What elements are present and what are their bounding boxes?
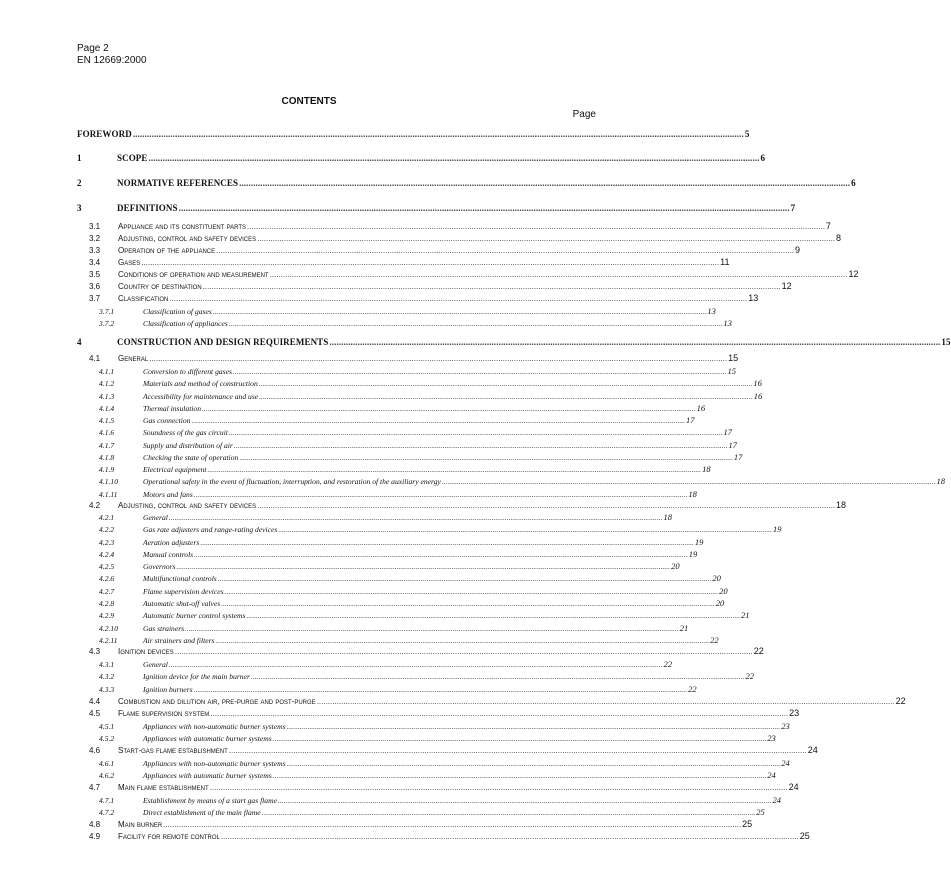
toc-entry-title: Establishment by means of a start gas flame [143,796,277,805]
toc-entry-title: Gas connection [143,416,191,425]
dot-leader: .................................................................................................................................................................................................................................................................... [277,796,772,805]
dot-leader: .................................................................................................................................................................................................................................................................... [221,599,715,608]
toc-entry-title: Ignition device for the main burner [143,672,250,681]
dot-leader: .................................................................................................................................................................................................................................................................... [233,441,728,450]
dot-leader: .................................................................................................................................................................................................................................................................... [259,392,753,401]
toc-entry-title: Appliances with non-automatic burner systems [143,759,286,768]
toc-entry-title: Governors [143,562,176,571]
toc-entry-title: Appliances with automatic burner systems [143,771,272,780]
dot-leader: .................................................................................................................................................................................................................................................................... [246,611,741,620]
dot-leader: .................................................................................................................................................................................................................................................................... [217,574,712,583]
dot-leader: .................................................................................................................................................................................................................................................................... [193,685,688,694]
toc-entry-title: Facility for remote control [118,832,220,841]
toc-entry-title: Ignition devices [118,647,174,656]
dot-leader: .................................................................................................................................................................................................................................................................... [278,525,772,534]
toc-entry-title: Soundness of the gas circuit [143,428,228,437]
toc-entry-number: 2 [77,178,82,188]
toc-entry-page: 24 [788,782,799,792]
toc-entry-page: 21 [679,623,689,633]
toc-entry[interactable] [99,570,721,583]
toc-entry-title: Ignition burners [143,685,193,694]
toc-entry-page: 17 [733,452,743,462]
toc-entry[interactable] [89,742,818,755]
dot-leader: .................................................................................................................................................................................................................................................................... [168,660,663,669]
toc-entry-title: Electrical equipment [143,465,207,474]
toc-entry-page: 23 [789,708,800,718]
toc-entry-title: Checking the state of operation [143,453,239,462]
toc-entry-number: 4.3.2 [99,672,115,681]
toc-entry-number: 4.6 [89,746,101,755]
toc-entry-page: 7 [825,221,831,231]
dot-leader: .................................................................................................................................................................................................................................................................... [247,222,825,231]
toc-entry-number: 4.1.8 [99,453,115,462]
toc-entry-page: 19 [688,549,698,559]
toc-entry-number: 4.1.5 [99,416,115,425]
dot-leader: .................................................................................................................................................................................................................................................................... [228,746,807,755]
toc-entry-number: 4.3.3 [99,685,115,694]
toc-entry-page: 20 [719,586,728,596]
toc-entry-title: General [118,354,149,363]
dot-leader: .................................................................................................................................................................................................................................................................... [174,647,753,656]
dot-leader: .................................................................................................................................................................................................................................................................... [239,453,733,462]
toc-entry-page: 22 [745,671,755,681]
toc-entry[interactable] [99,521,782,534]
toc-entry[interactable] [99,607,750,620]
dot-leader: .................................................................................................................................................................................................................................................................... [193,490,688,499]
toc-entry[interactable] [89,705,800,718]
toc-entry-title: Flame supervision system [118,709,210,718]
toc-entry-number: 3.7.2 [99,319,115,328]
toc-entry-page: 16 [753,378,762,388]
toc-entry-title: DEFINITIONS [117,203,178,213]
toc-entry-page: 25 [799,831,810,841]
dot-leader: .................................................................................................................................................................................................................................................................... [163,820,742,829]
toc-entry-page: 15 [728,353,739,363]
toc-entry-number: 4.4 [89,697,101,706]
dot-leader: .................................................................................................................................................................................................................................................................... [220,832,799,841]
toc-entry[interactable] [77,334,951,347]
toc-entry-number: 1 [77,153,82,163]
toc-entry[interactable] [89,290,759,303]
dot-leader: .................................................................................................................................................................................................................................................................... [178,203,790,213]
toc-entry-title: Manual controls [143,550,194,559]
dot-leader: .................................................................................................................................................................................................................................................................... [250,672,745,681]
toc-entry-title: SCOPE [117,153,148,163]
dot-leader: .................................................................................................................................................................................................................................................................... [272,734,767,743]
toc-entry-number: 4.2.1 [99,513,115,522]
toc-entry-number: 4.2.4 [99,550,115,559]
toc-entry-number: 4.2.2 [99,525,115,534]
toc-entry[interactable] [99,473,945,486]
toc-entry-page: 18 [836,500,847,510]
toc-entry-page: 23 [767,733,776,743]
toc-entry-title: General [143,660,168,669]
toc-entry[interactable] [89,643,764,656]
toc-entry-page: 17 [723,427,733,437]
dot-leader: .................................................................................................................................................................................................................................................................... [176,562,671,571]
toc-entry-title: Automatic burner control systems [143,611,246,620]
toc-entry-number: 4.1 [89,354,101,363]
toc-entry-title: Classification [118,294,169,303]
toc-entry-title: Country of destination [118,282,202,291]
toc-entry-title: Supply and distribution of air [143,441,233,450]
dot-leader: .................................................................................................................................................................................................................................................................... [261,808,756,817]
toc-entry[interactable] [99,668,755,681]
dot-leader: .................................................................................................................................................................................................................................................................... [257,234,836,243]
toc-entry-title: Operational safety in the event of fluctuation, interruption, and restoration of the auxiliary energy [143,477,441,486]
toc-entry-page: 20 [712,573,721,583]
toc-entry-page: 16 [696,403,706,413]
toc-entry-title: Aeration adjusters [143,538,200,547]
toc-entry-title: Accessibility for maintenance and use [143,392,259,401]
toc-entry-page: 17 [728,440,737,450]
toc-entry-number: 4.1.9 [99,465,115,474]
toc-entry[interactable] [77,150,766,163]
toc-entry-page: 9 [795,245,801,255]
toc-entry-page: 12 [781,281,792,291]
toc-entry-title: NORMATIVE REFERENCES [117,178,239,188]
toc-entry-number: 4.1.1 [99,367,115,376]
toc-entry-title: Conditions of operation and measurement [118,270,269,279]
toc-entry-title: Materials and method of construction [143,379,258,388]
toc-entry-page: 25 [742,819,753,829]
toc-entry-title: Adjusting, control and safety devices [118,234,257,243]
dot-leader: .................................................................................................................................................................................................................................................................... [329,337,941,347]
toc-entry[interactable] [89,828,810,841]
dot-leader: .................................................................................................................................................................................................................................................................... [207,465,702,474]
toc-entry[interactable] [99,315,732,328]
dot-leader: .................................................................................................................................................................................................................................................................... [228,428,723,437]
dot-leader: .................................................................................................................................................................................................................................................................... [441,477,936,486]
standard-reference: EN 12669:2000 [77,55,147,66]
toc-entry-page: 22 [688,684,697,694]
toc-entry-page: 24 [781,758,790,768]
toc-entry-number: 3.7 [89,294,101,303]
toc-entry[interactable] [77,126,750,139]
toc-entry-page: 18 [663,512,672,522]
toc-entry[interactable] [77,200,796,213]
toc-entry-title: FOREWORD [77,129,132,139]
dot-leader: .................................................................................................................................................................................................................................................................... [232,367,727,376]
toc-entry-title: Appliances with non-automatic burner systems [143,722,286,731]
toc-entry-number: 4.2 [89,501,101,510]
dot-leader: .................................................................................................................................................................................................................................................................... [185,624,679,633]
toc-entry-page: 17 [686,415,695,425]
toc-entry-title: Appliance and its constituent parts [118,222,247,231]
toc-entry-page: 20 [671,561,680,571]
toc-entry-page: 13 [707,306,716,316]
toc-entry-number: 3.3 [89,246,101,255]
toc-entry-title: Multifunctional controls [143,574,217,583]
toc-entry-page: 22 [710,635,719,645]
dot-leader: .................................................................................................................................................................................................................................................................... [169,294,748,303]
dot-leader: .................................................................................................................................................................................................................................................................... [194,550,688,559]
toc-entry-page: 22 [753,646,764,656]
toc-entry[interactable] [77,175,856,188]
toc-entry-number: 4.1.7 [99,441,115,450]
toc-entry-page: 24 [772,795,782,805]
dot-leader: .................................................................................................................................................................................................................................................................... [210,709,789,718]
toc-entry-page: 16 [753,391,763,401]
toc-entry-number: 3.7.1 [99,307,115,316]
toc-entry-number: 4.1.4 [99,404,115,413]
dot-leader: .................................................................................................................................................................................................................................................................... [216,246,795,255]
dot-leader: .................................................................................................................................................................................................................................................................... [215,636,710,645]
toc-entry[interactable] [99,424,733,437]
toc-entry-page: 22 [895,696,906,706]
toc-entry-page: 19 [772,524,782,534]
toc-entry-title: Thermal insulation [143,404,202,413]
toc-entry-page: 6 [851,178,856,188]
toc-entry-number: 4.5.1 [99,722,115,731]
toc-entry-title: Gas strainers [143,624,185,633]
toc-entry[interactable] [89,350,739,363]
toc-entry-number: 4.3.1 [99,660,115,669]
toc-entry-number: 4.6.1 [99,759,115,768]
toc-entry-title: Start-gas flame establishment [118,746,228,755]
toc-entry-page: 7 [790,203,796,213]
dot-leader: .................................................................................................................................................................................................................................................................... [286,759,781,768]
toc-entry-number: 3.4 [89,258,101,267]
toc-entry-number: 4.2.3 [99,538,115,547]
toc-entry-page: 24 [767,770,776,780]
page-number-header: Page 2 [77,43,109,54]
toc-entry-page: 18 [688,489,697,499]
toc-entry-page: 6 [760,153,766,163]
page-title: CONTENTS [281,96,337,107]
toc-entry-number: 4.2.7 [99,587,115,596]
dot-leader: .................................................................................................................................................................................................................................................................... [168,513,663,522]
toc-entry-number: 4.2.8 [99,599,115,608]
toc-entry-page: 15 [727,366,737,376]
dot-leader: .................................................................................................................................................................................................................................................................... [141,258,720,267]
toc-entry-title: Gas rate adjusters and range-rating devices [143,525,278,534]
dot-leader: .................................................................................................................................................................................................................................................................... [286,722,781,731]
toc-entry-number: 4.2.10 [99,624,118,633]
toc-entry-number: 3.6 [89,282,101,291]
toc-entry-page: 15 [941,337,951,347]
toc-entry-number: 3.2 [89,234,101,243]
toc-entry-page: 25 [756,807,765,817]
toc-entry-title: Conversion to different gases [143,367,232,376]
dot-leader: .................................................................................................................................................................................................................................................................... [200,538,694,547]
toc-entry-number: 4.7 [89,783,101,792]
toc-entry-title: Motors and fans [143,490,193,499]
toc-entry-title: General [143,513,168,522]
toc-entry[interactable] [89,779,799,792]
toc-entry-number: 4.2.5 [99,562,115,571]
toc-entry-number: 4.6.2 [99,771,115,780]
dot-leader: .................................................................................................................................................................................................................................................................... [269,270,848,279]
dot-leader: .................................................................................................................................................................................................................................................................... [316,697,895,706]
toc-entry-title: Gases [118,258,141,267]
toc-entry-title: Appliances with automatic burner systems [143,734,272,743]
toc-entry-page: 21 [741,610,750,620]
toc-entry-title: Main burner [118,820,163,829]
dot-leader: .................................................................................................................................................................................................................................................................... [258,379,753,388]
dot-leader: .................................................................................................................................................................................................................................................................... [272,771,767,780]
toc-entry-number: 3.1 [89,222,101,231]
toc-entry-page: 23 [781,721,790,731]
toc-entry-number: 4.5 [89,709,101,718]
toc-entry-number: 4.2.11 [99,636,118,645]
toc-entry-number: 4.5.2 [99,734,115,743]
dot-leader: .................................................................................................................................................................................................................................................................... [202,404,696,413]
toc-entry-number: 4.7.2 [99,808,115,817]
toc-entry-number: 4.1.10 [99,477,118,486]
dot-leader: .................................................................................................................................................................................................................................................................... [209,783,788,792]
toc-entry-title: Direct establishment of the main flame [143,808,261,817]
toc-entry-page: 22 [663,659,672,669]
toc-entry-number: 4.1.2 [99,379,115,388]
page-column-heading: Page [572,109,596,120]
toc-entry-page: 5 [744,129,750,139]
toc-entry-page: 12 [848,269,859,279]
toc-entry-number: 4.1.6 [99,428,115,437]
toc-entry-number: 3 [77,203,82,213]
toc-entry-page: 20 [715,598,725,608]
dot-leader: .................................................................................................................................................................................................................................................................... [228,319,723,328]
toc-entry-title: Adjusting, control and safety devices [118,501,257,510]
toc-entry-page: 19 [694,537,704,547]
toc-entry-number: 4.7.1 [99,796,115,805]
toc-entry-title: Classification of appliances [143,319,228,328]
toc-entry-page: 13 [723,318,732,328]
dot-leader: .................................................................................................................................................................................................................................................................... [202,282,781,291]
dot-leader: .................................................................................................................................................................................................................................................................... [132,129,744,139]
toc-entry-number: 4.2.6 [99,574,115,583]
dot-leader: .................................................................................................................................................................................................................................................................... [257,501,836,510]
toc-entry-number: 4.9 [89,832,101,841]
dot-leader: .................................................................................................................................................................................................................................................................... [212,307,707,316]
toc-entry-number: 4 [77,337,82,347]
toc-entry-number: 4.2.9 [99,611,115,620]
toc-entry-page: 13 [748,293,759,303]
toc-entry-page: 18 [936,476,945,486]
toc-entry-title: Classification of gases [143,307,212,316]
toc-entry-number: 4.1.11 [99,490,118,499]
toc-entry-title: Air strainers and filters [143,636,215,645]
toc-entry-number: 4.3 [89,647,101,656]
dot-leader: .................................................................................................................................................................................................................................................................... [239,178,851,188]
toc-entry-page: 18 [702,464,711,474]
dot-leader: .................................................................................................................................................................................................................................................................... [148,153,760,163]
toc-entry-number: 3.5 [89,270,101,279]
toc-entry-number: 4.8 [89,820,101,829]
toc-entry-title: Flame supervision devices [143,587,224,596]
toc-entry-title: Operation of the appliance [118,246,216,255]
toc-entry-title: Combustion and dilution air, pre-purge and post-purge [118,697,316,706]
toc-entry-page: 11 [720,257,730,267]
toc-entry-page: 24 [807,745,818,755]
toc-entry-number: 4.1.3 [99,392,115,401]
toc-entry-title: Automatic shut-off valves [143,599,221,608]
toc-entry-title: CONSTRUCTION AND DESIGN REQUIREMENTS [117,337,329,347]
toc-entry-page: 8 [836,233,842,243]
dot-leader: .................................................................................................................................................................................................................................................................... [149,354,728,363]
dot-leader: .................................................................................................................................................................................................................................................................... [224,587,719,596]
toc-entry-title: Main flame establishment [118,783,209,792]
dot-leader: .................................................................................................................................................................................................................................................................... [191,416,686,425]
toc-entry[interactable] [99,375,762,388]
